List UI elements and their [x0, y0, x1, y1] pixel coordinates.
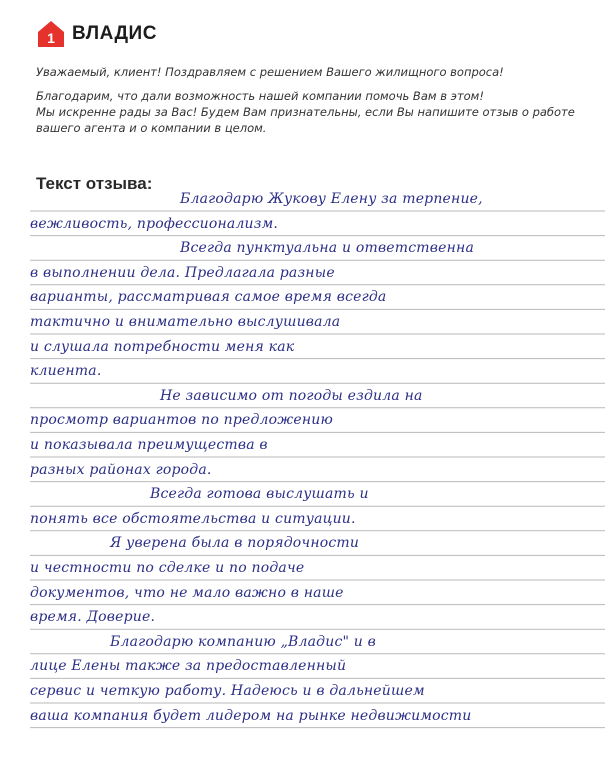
handwritten-line: Я уверена была в порядочности [110, 535, 360, 552]
handwritten-line: Благодарю компанию „Владис" и в [110, 633, 377, 650]
handwritten-line: сервис и четкую работу. Надеюсь и в дальнейшем [30, 683, 425, 699]
review-title: Текст отзыва: [36, 174, 153, 193]
intro-greeting: Уважаемый, клиент! Поздравляем с решением Вашего жилищного вопроса! [36, 65, 504, 79]
intro-thanks: Благодарим, что дали возможность нашей компании помочь Вам в этом! [36, 89, 484, 103]
handwritten-line: и честности по сделке и по подаче [30, 560, 305, 576]
handwritten-line: и показывала преимущества в [30, 437, 268, 453]
handwritten-line: ваша компания будет лидером на рынке недвижимости [30, 707, 472, 724]
handwritten-line: Благодарю Жукову Елену за терпение, [180, 191, 483, 207]
handwritten-line: время. Доверие. [30, 609, 156, 626]
handwritten-line: просмотр вариантов по предложению [30, 412, 334, 429]
handwritten-line: документов, что не мало важно в наше [30, 584, 344, 601]
company-name: ВЛАДИС [72, 23, 157, 44]
handwritten-line: понять все обстоятельства и ситуации. [30, 510, 356, 527]
handwritten-line: Не зависимо от погоды ездила на [160, 387, 423, 404]
handwritten-line: вежливость, профессионализм. [30, 215, 279, 232]
handwritten-line: в выполнении дела. Предлагала разные [30, 264, 335, 281]
handwritten-line: Всегда готова выслушать и [150, 486, 369, 503]
handwritten-line: и слушала потребности меня как [30, 338, 295, 355]
intro-request: Мы искренне рады за Вас! Будем Вам признательны, если Вы напишите отзыв о работе [36, 105, 575, 119]
intro-request-cont: вашего агента и о компании в целом. [36, 121, 267, 135]
handwritten-line: разных районах города. [30, 461, 212, 478]
handwritten-line: клиента. [30, 363, 102, 380]
logo-number: 1 [47, 30, 55, 46]
handwritten-line: Всегда пунктуальна и ответственна [180, 240, 474, 257]
handwritten-line: лице Елены также за предоставленный [30, 658, 347, 675]
handwritten-line: варианты, рассматривая самое время всегда [30, 289, 387, 306]
ruled-lines [30, 0, 610, 768]
handwritten-line: тактично и внимательно выслушивала [30, 314, 341, 330]
